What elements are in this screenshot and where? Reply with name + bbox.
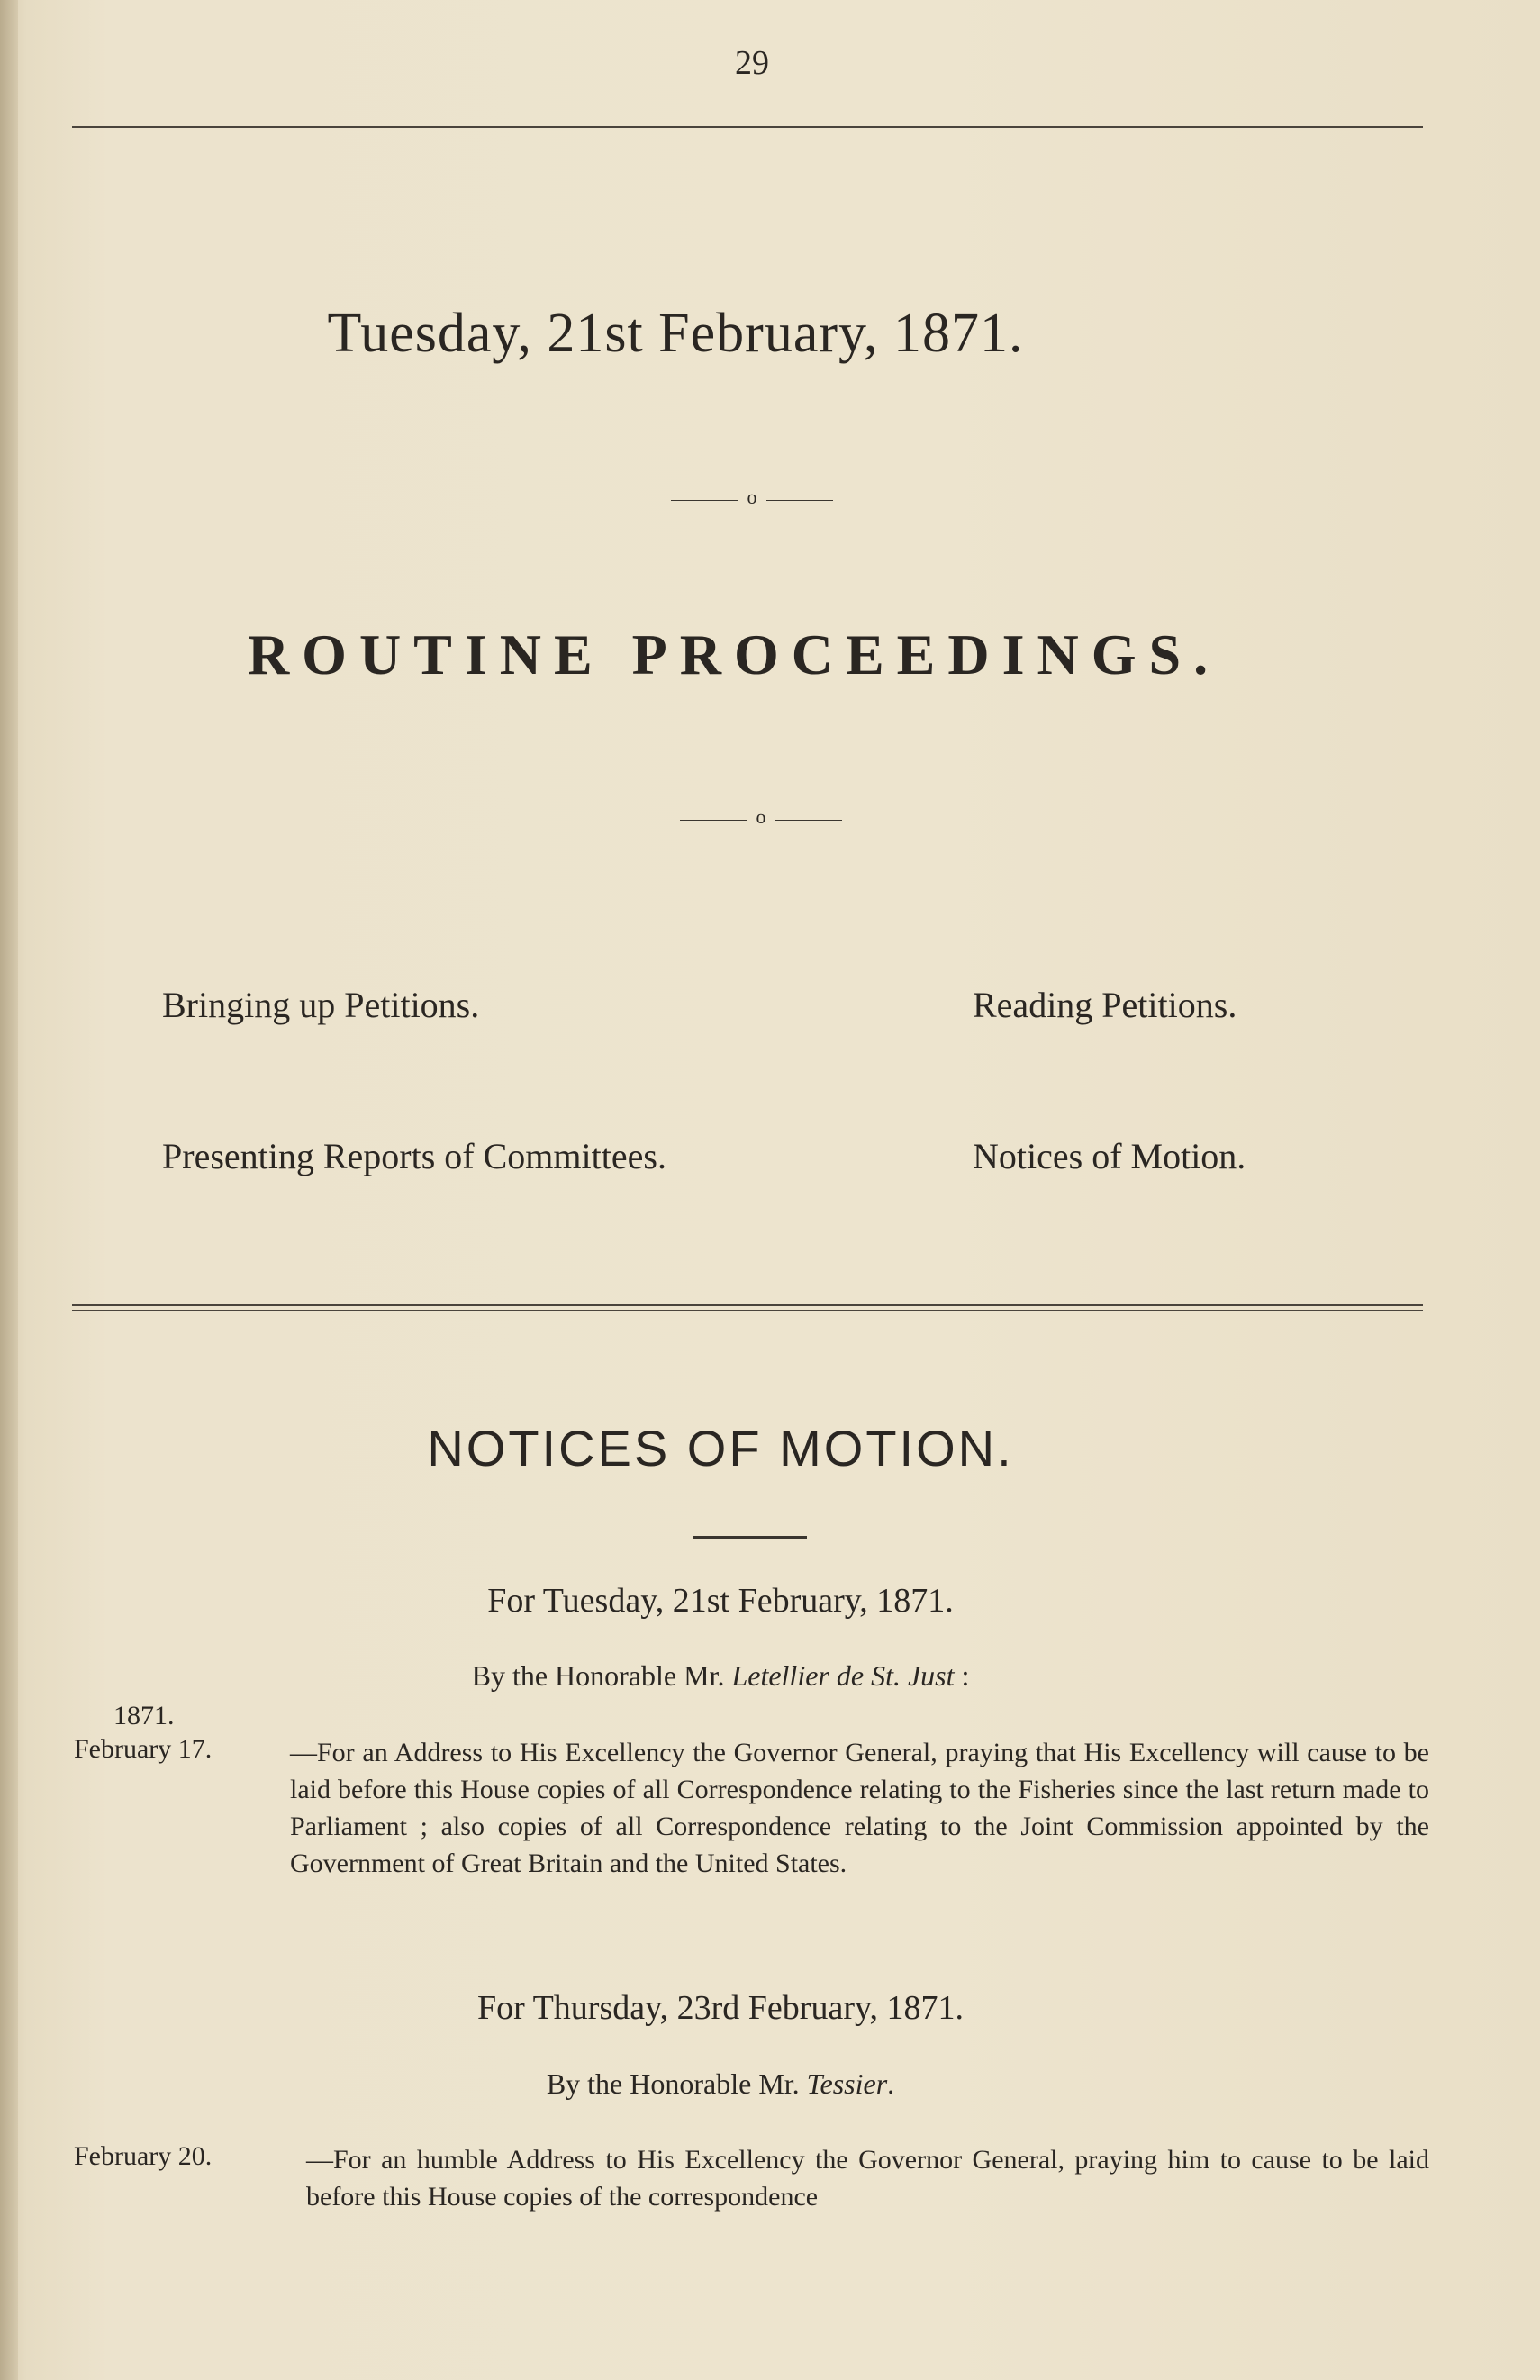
notice-for-date: For Tuesday, 21st February, 1871. — [487, 1582, 954, 1620]
ornament-glyph: o — [747, 486, 757, 508]
margin-date: February 17. — [74, 1734, 213, 1764]
ornament-divider — [671, 486, 833, 509]
routine-item: Reading Petitions. — [973, 985, 1237, 1025]
routine-item: Notices of Motion. — [973, 1136, 1246, 1176]
notices-heading: NOTICES OF MOTION. — [427, 1420, 1014, 1476]
routine-item: Presenting Reports of Committees. — [162, 1136, 666, 1176]
short-rule — [693, 1536, 807, 1539]
notice-text: —For an humble Address to His Excellency the Governor General, praying him to cause to be laid before this House copies of the correspondence — [306, 2145, 1429, 2212]
member-name: Tessier — [806, 2067, 888, 2100]
margin-date: February 20. — [74, 2141, 213, 2171]
page-number: 29 — [735, 44, 769, 82]
by-suffix: . — [887, 2067, 895, 2100]
member-name: Letellier de St. Just — [731, 1659, 955, 1692]
notice-for-date: For Thursday, 23rd February, 1871. — [476, 1989, 964, 2027]
margin-year: 1871. — [113, 1701, 175, 1730]
top-rule — [72, 126, 1423, 128]
by-prefix: By the Honorable Mr. — [546, 2067, 807, 2100]
notice-text: —For an Address to His Excellency the Governor General, praying that His Excellency will cause to be laid before this House copies of all Correspondence relating to the Fisheries since the last return made to Parliament ; also copies of all Correspondence relating to the Joint Commission appointed by the Government of Great Britain and the United States. — [290, 1738, 1429, 1878]
date-heading: Tuesday, 21st February, 1871. — [327, 303, 1024, 364]
section-rule — [72, 1304, 1423, 1306]
book-spine-shadow — [0, 0, 18, 2380]
ornament-divider — [680, 805, 842, 829]
ornament-glyph: o — [756, 805, 766, 828]
notice-by-line — [270, 1659, 1171, 1693]
by-suffix: : — [954, 1659, 970, 1692]
by-prefix: By the Honorable Mr. — [471, 1659, 732, 1692]
notice-by-line — [270, 2067, 1171, 2101]
routine-item: Bringing up Petitions. — [162, 985, 480, 1025]
section-heading: ROUTINE PROCEEDINGS. — [247, 622, 1221, 686]
